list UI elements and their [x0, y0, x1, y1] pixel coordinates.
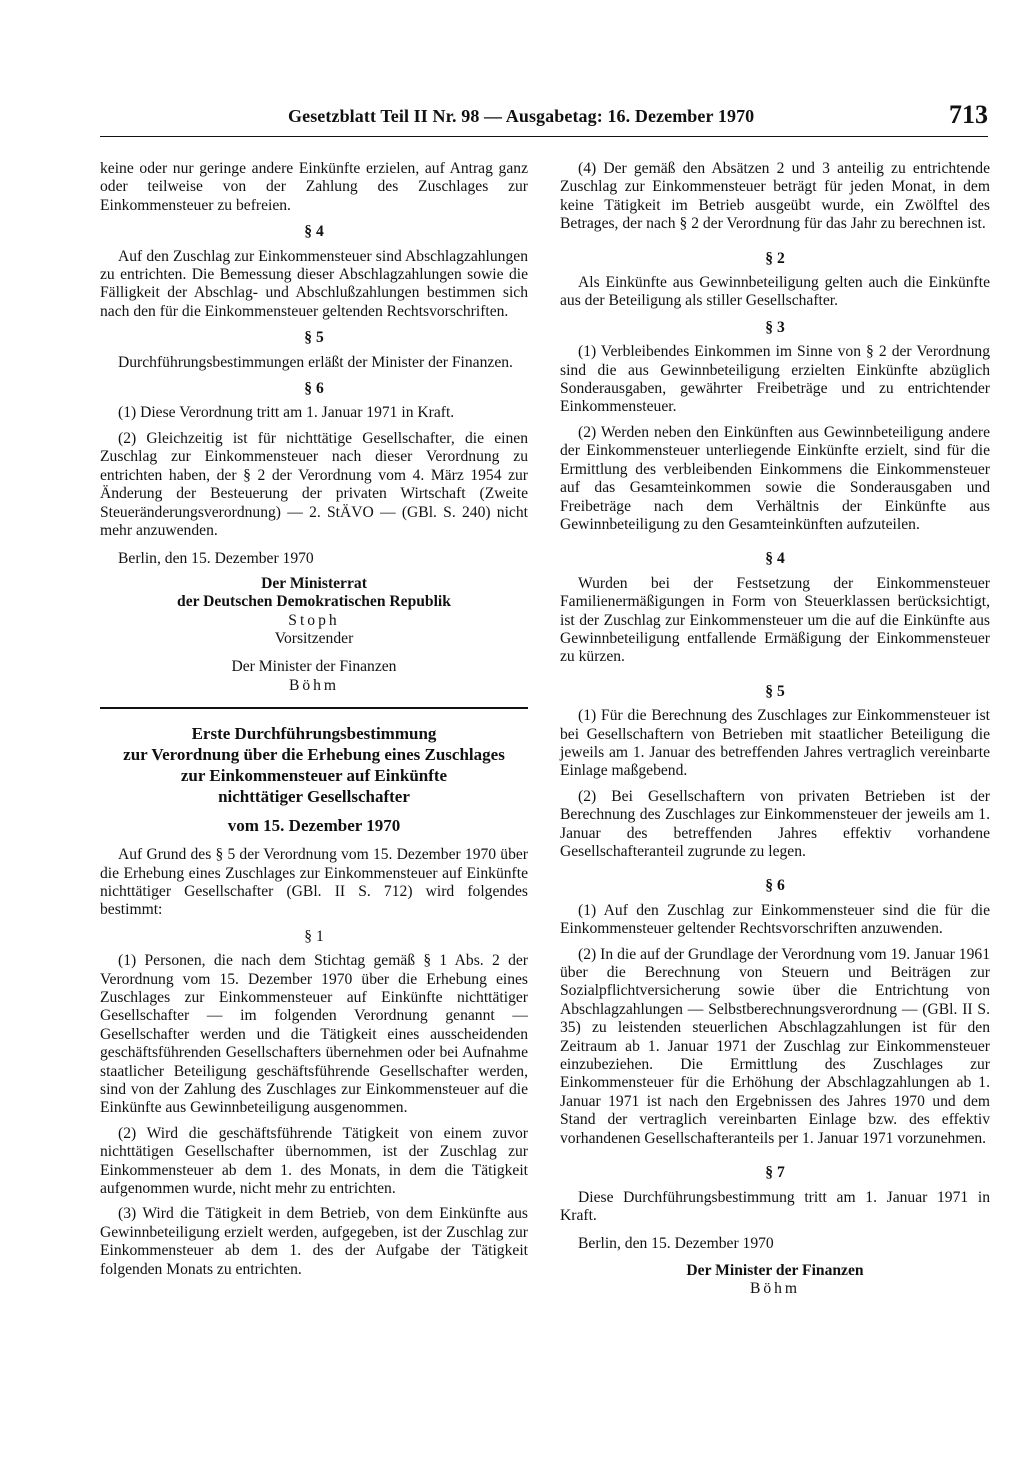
signing-date: Berlin, den 15. Dezember 1970: [118, 550, 314, 568]
signatory-name: Böhm: [749, 1280, 801, 1298]
signing-date: Berlin, den 15. Dezember 1970: [578, 1235, 774, 1253]
paragraph: (1) Auf den Zuschlag zur Einkommensteuer sind die für die Einkommensteuer geltender Rechtsvorschriften anzuwenden.: [560, 901, 990, 938]
section-heading: § 6: [304, 380, 324, 398]
signatory-org: Der Ministerrat: [261, 574, 367, 592]
divider: [100, 707, 528, 709]
signatory-name: Stoph: [288, 611, 340, 629]
left-column: [100, 160, 528, 1286]
paragraph: (3) Wird die Tätigkeit in dem Betrieb, von dem Einkünfte aus Gewinnbeteiligung erzielt werden, aufgegeben, ist der Zuschlag zur Einkommensteuer ab dem 1. des der Aufgabe der Tätigkeit folgenden Monats zu entrichten.: [100, 1205, 528, 1278]
paragraph: Als Einkünfte aus Gewinnbeteiligung gelten auch die Einkünfte aus der Beteiligung als stiller Gesellschafter.: [560, 274, 990, 310]
signatory-minister: Der Minister der Finanzen: [231, 658, 397, 676]
document-heading: [100, 723, 528, 836]
section-heading: § 3: [765, 318, 785, 336]
paragraph: (2) Bei Gesellschaftern von privaten Betrieben ist der Berechnung des Zuschlages zur Einkommensteuer der jeweils am 1. Januar des betreffenden Jahres effektiv vorhandene Gesellschafteranteil zugrunde zu legen.: [560, 787, 990, 860]
paragraph: Wurden bei der Festsetzung der Einkommensteuer Familienermäßigungen in Form von Steuerklassen berücksichtigt, ist der Zuschlag zur Einkommensteuer um die auf die Einkünfte aus Gewinnbeteiligung entfallende Ermäßigung der Einkommensteuer zu kürzen.: [560, 574, 990, 666]
section-heading: § 2: [765, 249, 785, 267]
paragraph: (4) Der gemäß den Absätzen 2 und 3 anteilig zu entrichtende Zuschlag zur Einkommensteuer beträgt für jeden Monat, in dem keine Tätigkeit im Betrieb ausgeübt wurde, ein Zwölftel des Betrages, der nach § 2 der Verordnung für das Jahr zu berechnen ist.: [560, 160, 990, 233]
right-column: [560, 160, 990, 1299]
heading-date: vom 15. Dezember 1970: [227, 816, 401, 836]
section-heading: § 4: [765, 550, 785, 568]
gazette-title: Gesetzblatt Teil II Nr. 98 — Ausgabetag: 16. Dezember 1970: [288, 106, 755, 126]
paragraph: Auf den Zuschlag zur Einkommensteuer sind Abschlagzahlungen zu entrichten. Die Bemessung dieser Abschlagzahlungen sowie die Fälligkeit der Abschlag- und Abschlußzahlungen bestimmen sich nach den für die Einkommensteuer geltenden Rechtsvorschriften.: [100, 247, 528, 320]
section-heading: § 4: [304, 223, 324, 241]
paragraph: Durchführungsbestimmungen erläßt der Minister der Finanzen.: [118, 353, 513, 371]
paragraph: Diese Durchführungsbestimmung tritt am 1. Januar 1971 in Kraft.: [560, 1188, 990, 1224]
section-heading: § 5: [765, 682, 785, 700]
signatory-org: der Deutschen Demokratischen Republik: [177, 593, 451, 611]
signatory-name: Böhm: [288, 676, 340, 694]
paragraph: Auf Grund des § 5 der Verordnung vom 15. Dezember 1970 über die Erhebung eines Zuschlages zur Einkommensteuer auf Einkünfte nichttätiger Gesellschafter (GBl. II S. 712) wird folgendes bestimmt:: [100, 846, 528, 919]
paragraph: (2) Gleichzeitig ist für nichttätige Gesellschafter, die einen Zuschlag zur Einkommensteuer nach dieser Verordnung zu entrichten haben, der § 2 der Verordnung vom 4. März 1954 zur Änderung der Besteuerung der privaten Wirtschaft (Zweite Steueränderungsverordnung) — 2. StÄVO — (GBl. S. 240) nicht mehr anzuwenden.: [100, 429, 528, 539]
section-heading: § 6: [765, 877, 785, 895]
paragraph: (2) In die auf der Grundlage der Verordnung vom 19. Januar 1961 über die Berechnung von Steuern und Beiträgen zur Sozialpflichtversicherung sowie über die Entrichtung von Abschlagzahlungen — Selbstberechnungsverordnung — (GBl. II S. 35) zu leistenden steuerlichen Abschlagzahlungen ist für den Zeitraum ab 1. Januar 1971 der Zuschlag zur Einkommensteuer einzubeziehen. Die Ermittlung des Zuschlages zur Einkommensteuer für die Erhöhung der Abschlagzahlungen ab 1. Januar 1971 ist nach den Ergebnissen des Jahres 1970 und dem Stand der vertraglich vereinbarten Einlage bzw. des effektiv vorhandenen Gesellschafteranteils per 1. Januar 1971 vorzunehmen.: [560, 945, 990, 1147]
section-heading: § 5: [304, 329, 324, 347]
signatory-role: Vorsitzender: [274, 629, 354, 647]
heading-line: zur Einkommensteuer auf Einkünfte: [180, 766, 448, 786]
paragraph: (1) Für die Berechnung des Zuschlages zur Einkommensteuer ist bei Gesellschaftern von Betrieben mit staatlicher Beteiligung die jeweils am 1. Januar des betreffenden Jahres vertraglich vereinbarte Einlage maßgebend.: [560, 707, 990, 780]
page-header: [100, 100, 988, 137]
paragraph: (2) Wird die geschäftsführende Tätigkeit von einem zuvor nichttätigen Gesellschafter übernommen, ist der Zuschlag zur Einkommensteuer ab dem 1. des Monats, in dem die Tätigkeit aufgenommen wurde, nicht mehr zu entrichten.: [100, 1124, 528, 1198]
paragraph: (1) Diese Verordnung tritt am 1. Januar 1971 in Kraft.: [118, 404, 455, 422]
section-heading: § 7: [765, 1164, 785, 1182]
signatory-minister: Der Minister der Finanzen: [686, 1261, 864, 1279]
paragraph: (2) Werden neben den Einkünften aus Gewinnbeteiligung andere der Einkommensteuer unterliegende Einkünfte erzielt, sind für die Ermittlung des verbleibenden Einkommens die Einkommensteuer auf das Gesamteinkommen sowie die Sonderausgaben und Freibeträge nach dem Verhältnis der Einkünfte aus Gewinnbeteiligung zu den Gesamteinkünften aufzuteilen.: [560, 423, 990, 533]
heading-line: nichttätiger Gesellschafter: [218, 787, 410, 807]
heading-line: Erste Durchführungsbestimmung: [191, 724, 437, 744]
page-number: 713: [949, 100, 988, 129]
heading-line: zur Verordnung über die Erhebung eines Zuschlages: [123, 745, 505, 765]
paragraph: (1) Personen, die nach dem Stichtag gemäß § 1 Abs. 2 der Verordnung vom 15. Dezember 1970 über die Erhebung eines Zuschlages zur Einkommensteuer auf Einkünfte nichttätiger Gesellschafter — im folgenden Verordnung genannt — Gesellschafter werden und die Tätigkeit eines ausscheidenden geschäftsführenden Gesellschafters übernehmen oder bei Aufnahme staatlicher Beteiligung geschäftsführende Gesellschafter werden, sind von der Zahlung des Zuschlages zur Einkommensteuer auf die Einkünfte aus Gewinnbeteiligung ausgenommen.: [100, 952, 528, 1117]
paragraph: keine oder nur geringe andere Einkünfte erzielen, auf Antrag ganz oder teilweise von der Zahlung des Zuschlages zur Einkommensteuer zu befreien.: [100, 160, 528, 214]
section-heading: § 1: [304, 927, 324, 945]
paragraph: (1) Verbleibendes Einkommen im Sinne von § 2 der Verordnung sind die aus Gewinnbeteiligung erzielten Einkünfte abzüglich Sonderausgaben, gewährter Freibeträge und zu entrichtender Einkommensteuer.: [560, 343, 990, 416]
